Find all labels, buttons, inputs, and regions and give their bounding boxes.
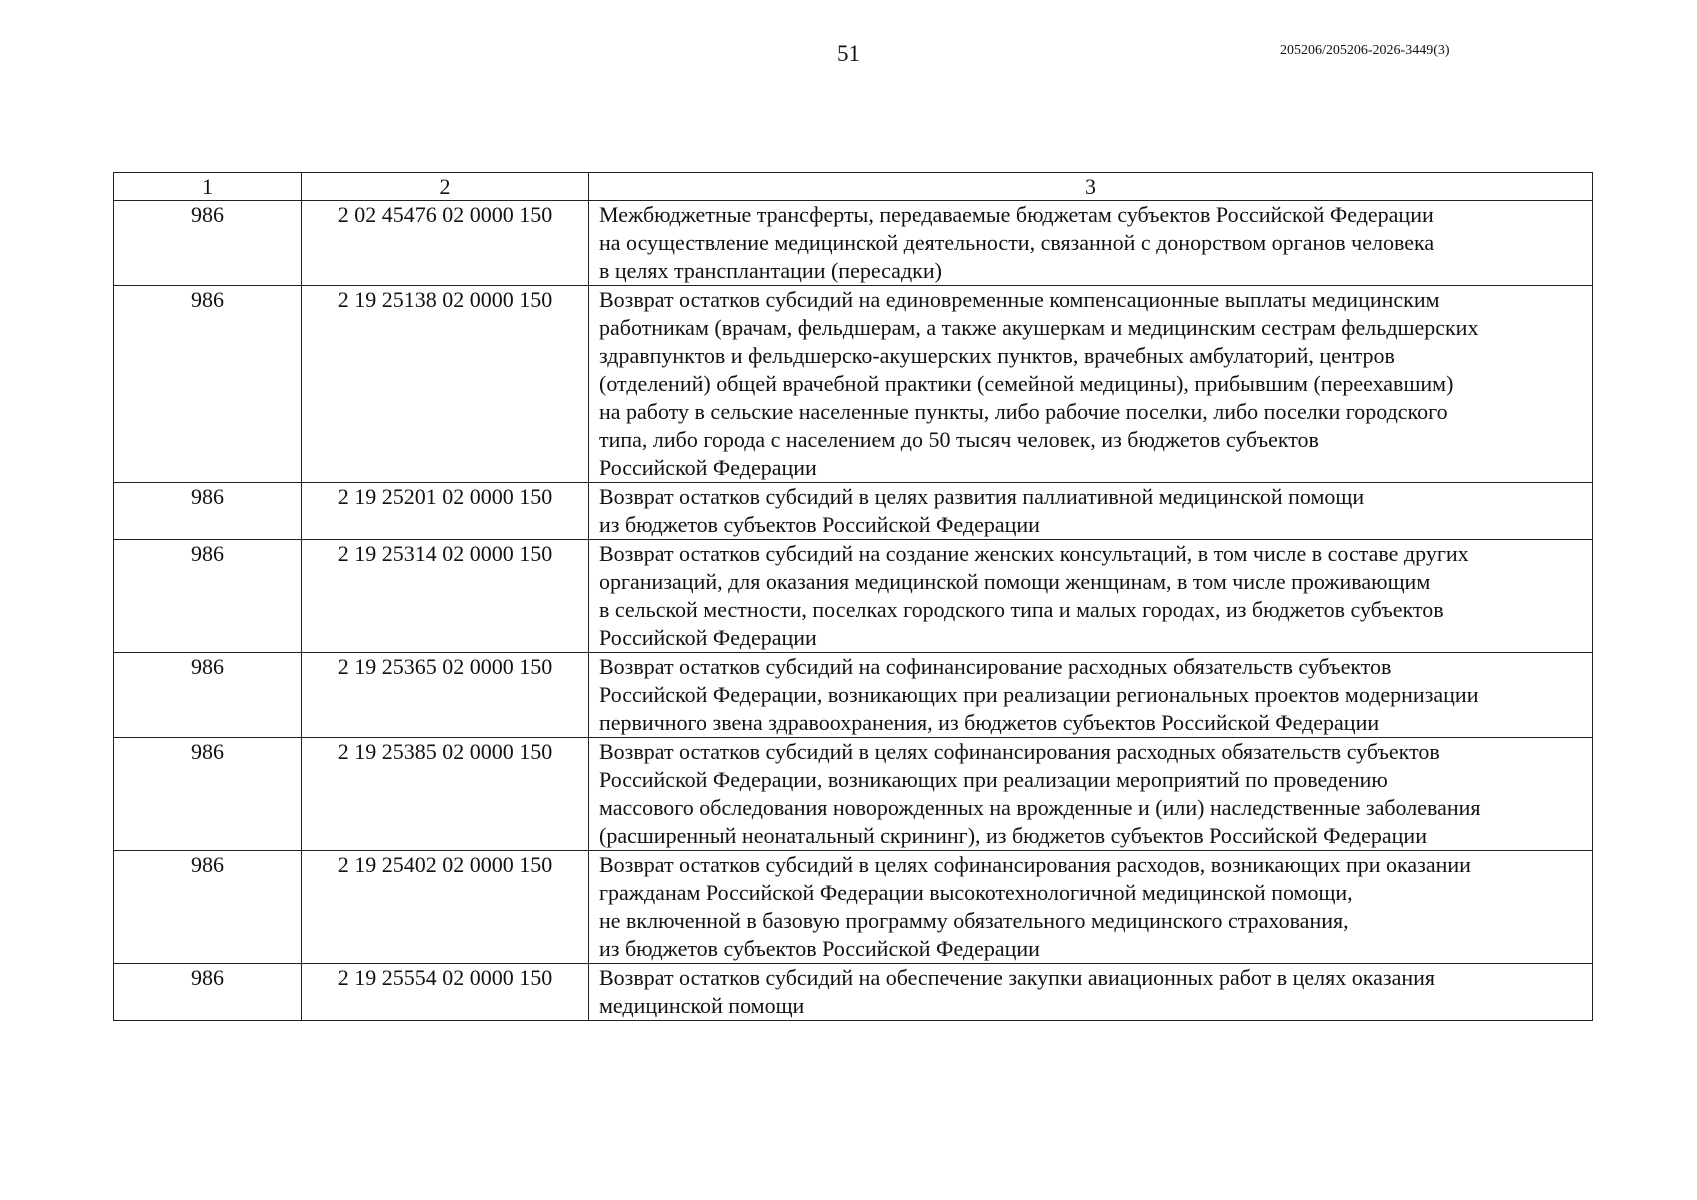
budget-classification-code-cell: 2 19 25138 02 0000 150: [302, 286, 589, 483]
page-number: 51: [837, 41, 860, 66]
description-line: (отделений) общей врачебной практики (семейной медицины), прибывшим (переехавшим): [599, 371, 1454, 396]
budget-classification-code-cell: 2 19 25365 02 0000 150: [302, 653, 589, 738]
description-line: Возврат остатков субсидий в целях софинансирования расходов, возникающих при оказании: [599, 852, 1471, 877]
description-line: Возврат остатков субсидий в целях развития паллиативной медицинской помощи: [599, 484, 1365, 509]
budget-classification-code-cell: 2 19 25385 02 0000 150: [302, 738, 589, 851]
admin-code-cell: 986: [114, 964, 302, 1021]
admin-code-cell: 986: [114, 738, 302, 851]
admin-code-cell: 986: [114, 540, 302, 653]
description-line: здравпунктов и фельдшерско-акушерских пунктов, врачебных амбулаторий, центров: [599, 343, 1395, 368]
description-line: работникам (врачам, фельдшерам, а также акушеркам и медицинским сестрам фельдшерских: [599, 315, 1479, 340]
table-row: [114, 201, 1593, 286]
budget-code-table-container: [113, 172, 1592, 1021]
budget-classification-code-cell: 2 19 25554 02 0000 150: [302, 964, 589, 1021]
admin-code-cell: 986: [114, 653, 302, 738]
description-line: в целях трансплантации (пересадки): [599, 258, 942, 283]
description-line: Возврат остатков субсидий на единовременные компенсационные выплаты медицинским: [599, 287, 1440, 312]
column-header-2: 2: [302, 173, 589, 201]
description-line: типа, либо города с населением до 50 тысяч человек, из бюджетов субъектов: [599, 427, 1319, 452]
revenue-description-cell: [589, 483, 1593, 540]
budget-classification-code-cell: 2 19 25201 02 0000 150: [302, 483, 589, 540]
budget-classification-code-cell: 2 19 25402 02 0000 150: [302, 851, 589, 964]
budget-classification-code-cell: 2 02 45476 02 0000 150: [302, 201, 589, 286]
document-reference: 205206/205206-2026-3449(3): [1280, 43, 1450, 58]
table-row: [114, 483, 1593, 540]
table-header-row: [114, 173, 1593, 201]
revenue-description-cell: [589, 851, 1593, 964]
description-line: массового обследования новорожденных на врожденные и (или) наследственные заболевания: [599, 795, 1481, 820]
table-row: [114, 286, 1593, 483]
table-header: [114, 173, 1593, 201]
description-line: медицинской помощи: [599, 993, 805, 1018]
table-row: [114, 851, 1593, 964]
table-row: [114, 964, 1593, 1021]
revenue-description-cell: [589, 201, 1593, 286]
description-line: Российской Федерации: [599, 455, 817, 480]
description-line: Российской Федерации, возникающих при реализации мероприятий по проведению: [599, 767, 1388, 792]
description-line: из бюджетов субъектов Российской Федерации: [599, 936, 1040, 961]
description-line: (расширенный неонатальный скрининг), из бюджетов субъектов Российской Федерации: [599, 823, 1427, 848]
description-line: Российской Федерации: [599, 625, 817, 650]
budget-code-table: [113, 172, 1593, 1021]
revenue-description-cell: [589, 738, 1593, 851]
table-row: [114, 540, 1593, 653]
description-line: в сельской местности, поселках городского типа и малых городах, из бюджетов субъектов: [599, 597, 1444, 622]
description-line: Возврат остатков субсидий на обеспечение закупки авиационных работ в целях оказания: [599, 965, 1436, 990]
admin-code-cell: 986: [114, 201, 302, 286]
admin-code-cell: 986: [114, 286, 302, 483]
description-line: организаций, для оказания медицинской помощи женщинам, в том числе проживающим: [599, 569, 1431, 594]
table-row: [114, 738, 1593, 851]
description-line: Возврат остатков субсидий на софинансирование расходных обязательств субъектов: [599, 654, 1392, 679]
column-header-1: 1: [114, 173, 302, 201]
description-line: Возврат остатков субсидий на создание женских консультаций, в том числе в составе других: [599, 541, 1469, 566]
description-line: из бюджетов субъектов Российской Федерации: [599, 512, 1040, 537]
revenue-description-cell: [589, 540, 1593, 653]
table-row: [114, 653, 1593, 738]
revenue-description-cell: [589, 286, 1593, 483]
description-line: Возврат остатков субсидий в целях софинансирования расходных обязательств субъектов: [599, 739, 1440, 764]
admin-code-cell: 986: [114, 483, 302, 540]
description-line: Межбюджетные трансферты, передаваемые бюджетам субъектов Российской Федерации: [599, 202, 1434, 227]
budget-classification-code-cell: 2 19 25314 02 0000 150: [302, 540, 589, 653]
description-line: первичного звена здравоохранения, из бюджетов субъектов Российской Федерации: [599, 710, 1380, 735]
description-line: на работу в сельские населенные пункты, либо рабочие поселки, либо поселки городского: [599, 399, 1448, 424]
description-line: не включенной в базовую программу обязательного медицинского страхования,: [599, 908, 1349, 933]
description-line: гражданам Российской Федерации высокотехнологичной медицинской помощи,: [599, 880, 1353, 905]
table-body: [114, 201, 1593, 1021]
admin-code-cell: 986: [114, 851, 302, 964]
column-header-3: 3: [589, 173, 1593, 201]
revenue-description-cell: [589, 964, 1593, 1021]
description-line: Российской Федерации, возникающих при реализации региональных проектов модернизации: [599, 682, 1479, 707]
revenue-description-cell: [589, 653, 1593, 738]
description-line: на осуществление медицинской деятельности, связанной с донорством органов человека: [599, 230, 1435, 255]
